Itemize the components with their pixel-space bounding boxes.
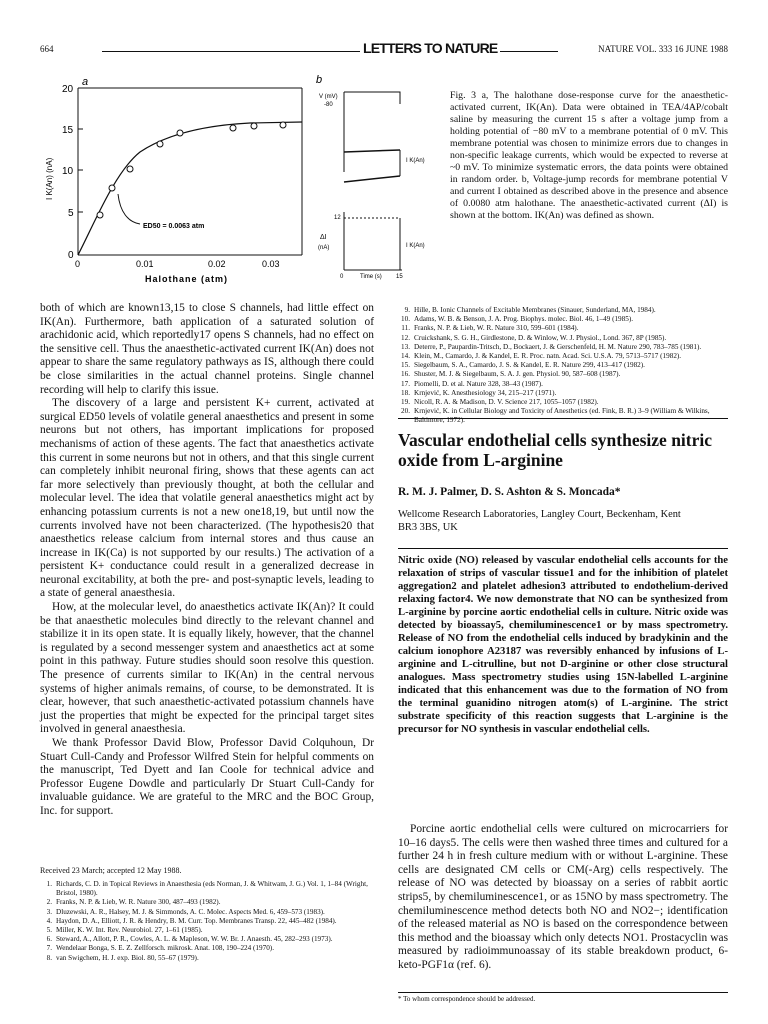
data-point [251,123,257,129]
reference-item [398,407,728,425]
body-paragraph: How, at the molecular level, do anaesthetics activate IK(An)? It could be that anaesthetic molecules bind directly to the relevant channel and stabilize it in its open state. It is equally likely, however, that the channel is regulated by a second messenger system and anaesthetics act at some point in this pathway. Future studies should soon resolve this question. The presence of currents similar to IK(An) in the central nervous systems of higher animals remains, of course, to be demonstrated. It is clear, however, that such anaesthetic-activated potassium channels have just the properties that might be expected for the principal target sites involved in general anaesthesia. [40,601,374,736]
reference-number: 10. [401,315,410,324]
x-tick-001: 0.01 [136,259,154,269]
delta-tick-12: 12 [334,215,341,221]
reference-number: 18. [401,388,410,397]
delta-label: ΔI [320,234,327,241]
reference-item [398,370,728,379]
reference-number: 3. [46,907,52,916]
reference-text: Piomelli, D. et al. Nature 328, 38–43 (1987). [414,379,543,388]
y-tick-5: 5 [68,208,74,219]
delta-unit: (nA) [318,245,330,251]
reference-text: Klein, M., Camardo, J. & Kandel, E. R. Proc. natn. Acad. Sci. U.S.A. 79, 5713–5717 (1982). [414,352,682,361]
reference-number: 19. [401,398,410,407]
data-point [280,122,286,128]
article-affiliation: Wellcome Research Laboratories, Langley Court, Beckenham, Kent BR3 3BS, UK [398,509,681,533]
reference-item [40,908,374,917]
acknowledgements: We thank Professor David Blow, Professor David Colquhoun, Dr Stuart Cull-Candy and Professor Wilfred Stein for helpful comments on the manuscript, Ted Dyett and Ian Coole for technical advice and Professor Eugene Dowdle and particularly Dr Stuart Cull-Candy for invaluable guidance. We are grateful to the MRC and the BOC Group, Inc. for support. [40,737,374,817]
page-number: 664 [40,44,54,54]
ed50-annotation: ED50 = 0.0063 atm [143,223,205,230]
data-point [97,212,103,218]
reference-item [40,954,374,963]
section-title: LETTERS TO NATURE [360,40,500,56]
reference-text: Nicoll, R. A. & Madison, D. V. Science 217, 1055–1057 (1982). [414,398,599,407]
reference-number: 13. [401,342,410,351]
figure-panel-b [312,72,432,280]
x-tick-0: 0 [75,259,81,269]
y-ticks [78,88,83,212]
panel-b-label: b [316,74,323,86]
correspondence-footnote: * To whom correspondence should be addressed. [398,995,536,1003]
journal-issue: NATURE VOL. 333 16 JUNE 1988 [598,44,728,54]
figure-caption: Fig. 3 a, The halothane dose-response curve for the anaesthetic-activated current, IK(An). Data were obtained in TEA/4AP/cobalt saline by measuring the current 15 s after a voltage jump from a holding potential of −80 mV to a membrane potential of 0 mV. This membrane potential was chosen to minimize errors due to changes in non-specific leakage currents, which would be expected to reverse at ~0 mV. To minimize systematic errors, the data points were obtained in random order. b, Voltage-jump records for membrane potential V and current I obtained as described above in the presence and absence of 0.0080 atm halothane. The anaesthetic-activated current (ΔI) is shown at the bottom. IK(An) was defined as shown. [450,90,728,221]
page-header [40,40,728,58]
reference-item [398,352,728,361]
ed50-arrow [118,194,140,224]
reference-item [40,935,374,944]
reference-item [40,880,374,898]
reference-number: 16. [401,370,410,379]
panel-a-label: a [82,76,89,88]
reference-number: 14. [401,352,410,361]
x-axis-label: Halothane (atm) [145,274,229,284]
article-abstract: Nitric oxide (NO) released by vascular endothelial cells accounts for the relaxation of strips of vascular tissue1 and for the inhibition of platelet aggregation2 and platelet adhesion3 attributed to endothelium-derived relaxing factor4. We now demonstrate that NO can be synthesized from L-arginine by porcine aortic endothelial cells in culture. Nitric oxide was detected by bioassay5, chemiluminescence1 or by mass spectrometry. Release of NO from the endothelial cells induced by bradykinin and the calcium ionophore A23187 was reversibly enhanced by infusions of L-arginine and L-citrulline, but not D-arginine or other close structural analogues. Mass spectrometry studies using 15N-labelled L-arginine indicated that this enhancement was due to the formation of NO from the terminal guanidino nitrogen atom(s) of L-arginine. The strict substrate specificity of this reaction suggests that L-arginine is the precursor for NO synthesis in vascular endothelial cells. [398,555,728,735]
reference-item [398,324,728,333]
current-trace-control [344,150,400,152]
reference-item [40,944,374,953]
reference-text: Wendelaar Bonga, S. E. Z. Zellforsch. mikrosk. Anat. 108, 190–224 (1970). [56,944,274,953]
reference-text: Haydon, D. A., Elliott, J. R. & Hendry, B. M. Curr. Top. Membranes Transp. 22, 445–482 (1984). [56,916,337,925]
reference-number: 15. [401,361,410,370]
reference-number: 20. [401,407,410,416]
reference-item [398,315,728,324]
reference-number: 17. [401,379,410,388]
reference-number: 6. [46,935,52,944]
reference-text: Cruickshank, S. G. H., Girdlestone, D. & Winlow, W. J. Physiol., Lond. 367, 8P (1985). [414,333,667,342]
reference-text: Dluzewski, A. R., Halsey, M. J. & Simmonds, A. C. Molec. Aspects Med. 6, 459–573 (1983). [56,907,325,916]
v-tick-minus80: -80 [324,102,333,108]
reference-item [398,306,728,315]
data-point [127,166,133,172]
reference-text: Miller, K. W. Int. Rev. Neurobiol. 27, 1–61 (1985). [56,926,203,935]
reference-text: Deterre, P., Paupardin-Tritsch, D., Bockaert, J. & Gerschenfeld, H. M. Nature 290, 783–785 (1981). [414,342,702,351]
y-axis-label: I K(An) (nA) [45,157,54,200]
received-dates: Received 23 March; accepted 12 May 1988. [40,866,182,875]
data-point [109,185,115,191]
reference-text: Krnjević, K. Anesthesiology 34, 215–217 (1971). [414,388,557,397]
reference-number: 12. [401,333,410,342]
reference-text: Steward, A., Allott, P. R., Cowles, A. L. & Mapleson, W. W. Br. J. Anaesth. 45, 282–293 (1973). [56,935,333,944]
reference-number: 7. [46,944,52,953]
reference-text: Shuster, M. J. & Siegelbaum, S. A. J. gen. Physiol. 90, 587–608 (1987). [414,370,621,379]
reference-item [398,398,728,407]
reference-number: 11. [401,324,410,333]
reference-text: Franks, N. P. & Lieb, W. R. Nature 310, 599–601 (1984). [414,324,579,333]
current-label-bottom: I K(An) [406,243,425,249]
article-authors: R. M. J. Palmer, D. S. Ashton & S. Moncada* [398,486,621,498]
reference-text: Krnjević, K. in Cellular Biology and Toxicity of Anesthetics (ed. Fink, B. R.) 3–9 (William & Wilkins, Baltimore, 1972). [414,407,710,425]
reference-text: Richards, C. D. in Topical Reviews in Anaesthesia (eds Norman, J. & Whitwam, J. G.) Vol. 1, 1–84 (Wright, Bristol, 1980). [56,880,368,898]
y-tick-20: 20 [62,84,74,95]
reference-number: 4. [46,916,52,925]
data-point [157,141,163,147]
data-point [177,130,183,136]
voltage-trace [344,92,400,172]
y-tick-15: 15 [62,125,74,136]
reference-item [40,898,374,907]
reference-item [398,343,728,352]
reference-text: Siegelbaum, S. A., Camardo, J. S. & Kandel, E. R. Nature 299, 413–417 (1982). [414,361,645,370]
data-points [97,122,286,218]
time-tick-0: 0 [340,274,344,280]
body-paragraph: The discovery of a large and persistent K+ current, activated at surgical ED50 levels of volatile general anaesthetics and present in some neurons but not others, has important implications for proposed mechanisms of action of these agents. The fact that anaesthetics activate this current in some neurons but not in others, and that this single current can completely inhibit neuronal firing, shows that these agents can act far more selectively than previously thought, at both the cellular and molecular level. The idea that volatile general anaesthetics might act by enhancing potassium currents is not a new one18,19, but until now the currents involved have not been characterized. (The hypothesis20 that anaesthetics release calcium from internal stores and thus cause an increase in IK(Ca) is not supported by our results.) The activation of a persistent K+ conductance could result in a generalized decrease in neuronal excitability, at both the pre- and post-synaptic levels, leading to a state of general anaesthesia. [40,397,374,600]
body-paragraph: both of which are known13,15 to close S channels, had little effect on IK(An). Furthermore, bath application of a saturated solution of arachidonic acid, which reportedly17 opens S channels, had no effect on the sensitive cell. Thus the anaesthetic-activated current IK(An) does not appear to share the same regulatory pathways as IS, although there could be close similarities in the actual channel proteins. Single channel recording will help to clarify this issue. [40,302,374,396]
reference-item [40,917,374,926]
current-label: I K(An) [406,158,425,164]
reference-text: Franks, N. P. & Lieb, W. R. Nature 300, 487–493 (1982). [56,898,221,907]
data-point [230,125,236,131]
right-reference-list [398,306,728,426]
reference-text: van Swigchem, H. J. exp. Biol. 80, 55–67 (1979). [56,953,199,962]
reference-item [40,926,374,935]
y-tick-0: 0 [68,250,74,261]
reference-text: Adams, W. B. & Benson, J. A. Prog. Biophys. molec. Biol. 46, 1–49 (1985). [414,315,634,324]
reference-number: 9. [404,306,410,314]
current-trace-halothane [344,176,400,182]
reference-item [398,389,728,398]
footnote-rule [398,992,728,993]
x-tick-002: 0.02 [208,259,226,269]
article-body [398,823,728,973]
reference-text: Hille, B. Ionic Channels of Excitable Membranes (Sinauer, Sunderland, MA, 1984). [414,306,656,314]
article-title: Vascular endothelial cells synthesize nitric oxide from L-arginine [398,430,713,470]
v-axis-label: V (mV) [319,94,338,100]
left-reference-list [40,880,374,963]
body-paragraph: Porcine aortic endothelial cells were cultured on microcarriers for 10–16 days5. The cells were then washed three times and cultured for a further 24 h in fresh culture medium with or without L-arginine. These cells are designated CM cells or CM(-Arg) cells respectively. The release of NO was detected by bioassay on a series of rabbit aortic strips5, by chemiluminescence1, or as 15NO by mass spectrometry. The chemiluminescence method detects both NO and NO2−; identification of the released material as NO is based on the correspondence between this method and the bioassay which only detects NO1. Prostacyclin was measured by radioimmunoassay of its stable breakdown product, 6-keto-PGF1α (ref. 6). [398,823,728,971]
time-axis-label: Time (s) [360,274,382,280]
article-separator [398,418,728,419]
time-tick-15: 15 [396,274,403,280]
reference-number: 8. [46,953,52,962]
reference-item [398,361,728,370]
reference-item [398,334,728,343]
figure-panel-a [40,72,310,287]
y-tick-10: 10 [62,166,74,177]
reference-item [398,380,728,389]
reference-number: 2. [46,898,52,907]
left-column-body [40,302,374,819]
reference-number: 5. [46,926,52,935]
x-tick-003: 0.03 [262,259,280,269]
reference-number: 1. [46,880,52,888]
abstract-rule [398,548,728,549]
